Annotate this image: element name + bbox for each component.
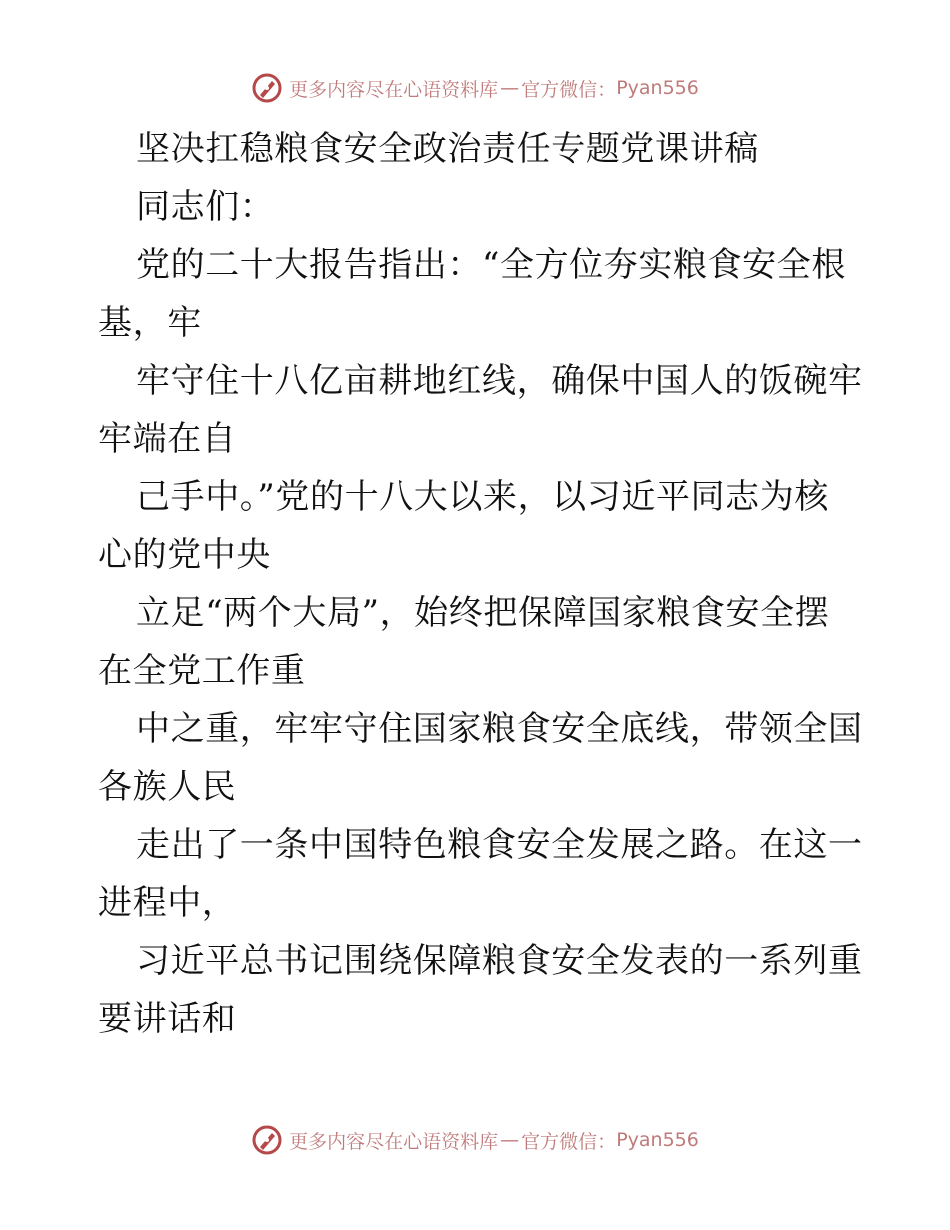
text-line: 各族人民	[98, 767, 237, 807]
salutation: 同志们：	[136, 187, 275, 227]
text-line: 进程中，	[98, 883, 237, 923]
watermark-text: 更多内容尽在心语资料库	[289, 78, 499, 101]
text-line: 习近平总书记围绕保障粮食安全发表的一系列重	[136, 941, 863, 981]
text-line: 牢端在自	[98, 419, 237, 459]
watermark-wechat-label: 官方微信：	[521, 1130, 617, 1153]
text-line: 牢守住十八亿亩耕地红线，确保中国人的饭碗牢	[136, 361, 863, 401]
pen-logo-icon	[251, 72, 283, 104]
footer-watermark	[0, 1124, 950, 1156]
text-line: 在全党工作重	[98, 651, 306, 691]
text-line: 立足“两个大局”，始终把保障国家粮食安全摆	[136, 593, 830, 633]
text-line: 基，牢	[98, 303, 202, 343]
watermark-wechat-label: 官方微信：	[521, 78, 617, 101]
watermark-wechat-id: Pyan556	[616, 77, 699, 99]
watermark-separator: —	[500, 77, 520, 99]
watermark-wechat-id: Pyan556	[616, 1129, 699, 1151]
text-line: 心的党中央	[98, 535, 271, 575]
text-line: 党的二十大报告指出：“全方位夯实粮食安全根	[136, 245, 846, 285]
header-watermark	[0, 72, 950, 104]
text-line: 要讲话和	[98, 999, 237, 1039]
document-body	[98, 120, 863, 1048]
text-line: 己手中。”党的十八大以来，以习近平同志为核	[136, 477, 829, 517]
watermark-text: 更多内容尽在心语资料库	[289, 1130, 499, 1153]
document-title: 坚决扛稳粮食安全政治责任专题党课讲稿	[136, 129, 759, 169]
text-line: 中之重，牢牢守住国家粮食安全底线，带领全国	[136, 709, 863, 749]
text-line: 走出了一条中国特色粮食安全发展之路。在这一	[136, 825, 863, 865]
pen-logo-icon	[251, 1124, 283, 1156]
watermark-separator: —	[500, 1129, 520, 1151]
